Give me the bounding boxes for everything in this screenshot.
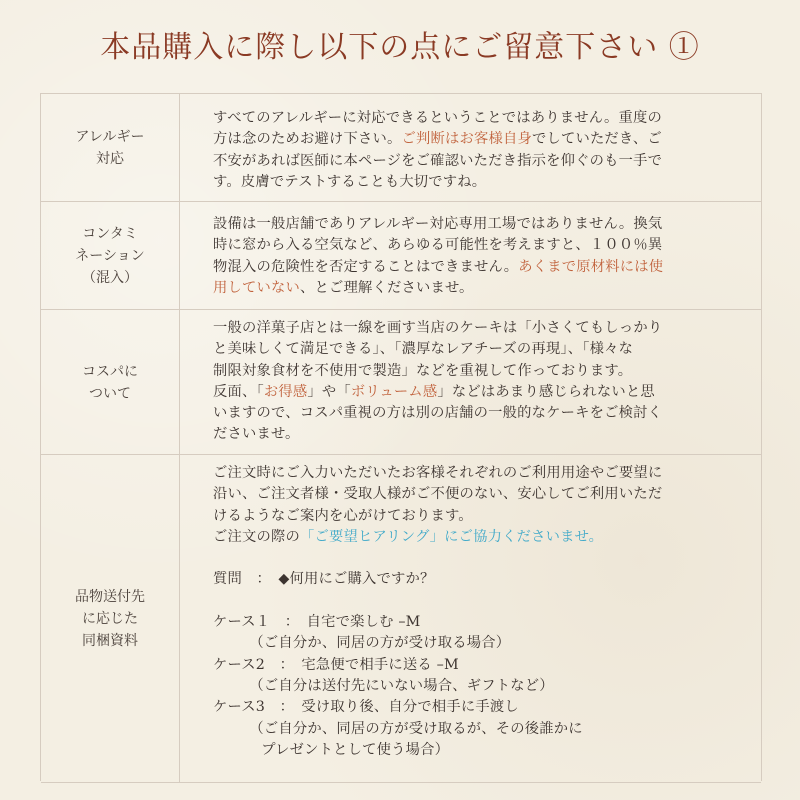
row-label-line: 同梱資料 <box>82 632 138 649</box>
text-line <box>213 506 743 527</box>
accent-text: ご判断はお客様自身 <box>401 131 532 148</box>
text-line <box>213 318 743 339</box>
text-line <box>213 108 743 129</box>
text-segment: すべてのアレルギーに対応できるということではありません。重度の <box>213 110 663 126</box>
text-line <box>213 463 743 484</box>
text-line <box>213 278 743 299</box>
text-segment: 不安があれば医師に本ページをご確認いただき指示を仰ぐのも一手で <box>213 152 663 169</box>
text-segment: （ご自分か、同居の方が受け取る場合） <box>213 635 511 652</box>
row-content <box>213 318 743 446</box>
blank-line <box>213 548 743 569</box>
notice-table <box>40 93 762 781</box>
text-segment: 質問 ： ◆何用にご購入ですか？ <box>213 571 435 588</box>
text-line <box>213 633 743 654</box>
text-line <box>213 424 743 445</box>
row-content <box>213 108 743 193</box>
row-label <box>41 455 180 782</box>
row-content <box>213 214 743 299</box>
text-line <box>213 676 743 697</box>
text-segment: （ご自分は送付先にいない場合、ギフトなど） <box>213 677 554 694</box>
text-segment: 物混入の危険性を否定することはできません。 <box>213 258 519 275</box>
table-row-contamination <box>41 201 761 310</box>
accent-text: ボリューム感 <box>350 383 438 400</box>
text-segment: 一般の洋菓子店とは一線を画す当店のケーキは「小さくてもしっかり <box>213 320 663 336</box>
text-line <box>213 655 743 676</box>
text-segment: す。皮膚でテストすることも大切ですね。 <box>213 173 487 190</box>
text-segment: 設備は一般店舗でありアレルギー対応専用工場ではありません。換気 <box>213 216 663 232</box>
text-segment: ケース2 ： 宅急便で相手に送る –M <box>213 656 459 673</box>
text-segment: ケース１ ： 自宅で楽しむ –M <box>213 614 421 631</box>
text-segment: 制限対象食材を不使用で製造」などを重視して作っております。 <box>213 362 633 379</box>
table-row-enclosed-materials <box>41 454 761 783</box>
text-segment: ご注文の際の <box>213 528 300 545</box>
row-label <box>41 202 180 310</box>
row-label-line: コンタミ <box>82 226 138 242</box>
accent-text: 用していない <box>213 279 300 296</box>
row-label-line: （混入） <box>81 270 138 286</box>
text-line <box>213 697 743 718</box>
text-line <box>213 151 743 172</box>
text-line <box>213 382 743 403</box>
accent-text: あくまで原材料には使 <box>518 258 664 275</box>
text-segment: ケース3 ： 受け取り後、自分で相手に手渡し <box>213 699 519 716</box>
text-segment: 方は念のためお避け下さい。 <box>213 131 402 148</box>
row-label <box>41 310 180 455</box>
row-label-line: ネーション <box>75 248 145 264</box>
text-segment: けるようなご案内を心がけております。 <box>213 507 473 524</box>
row-label-line: アレルギー <box>75 129 145 145</box>
text-segment: ださいませ。 <box>213 426 300 443</box>
text-line <box>213 403 743 424</box>
page-title: 本品購入に際し以下の点にご留意下さい ① <box>100 30 700 65</box>
text-line <box>213 235 743 256</box>
text-segment: 、とご理解くださいませ。 <box>299 279 474 296</box>
text-line <box>213 569 743 590</box>
text-segment: （ご自分か、同居の方が受け取るが、その後誰かに <box>213 720 583 737</box>
text-line <box>213 527 743 548</box>
row-label-line: ついて <box>89 385 131 402</box>
row-label-line: に応じた <box>82 610 138 627</box>
text-segment: いますので、コスパ重視の方は別の店舗の一般的なケーキをご検討く <box>213 405 663 422</box>
text-line <box>213 719 743 740</box>
text-segment: 沿い、ご注文者様・受取人様がご不便のない、安心してご利用いただ <box>213 486 663 503</box>
text-line <box>213 257 743 278</box>
text-segment: と美味しくて満足できる」、「濃厚なレアチーズの再現」、「様々な <box>213 341 634 358</box>
row-label-line: 対応 <box>96 151 124 167</box>
table-row-allergy <box>41 93 761 202</box>
text-segment: プレゼントとして使う場合） <box>213 741 450 758</box>
text-line <box>213 172 743 193</box>
text-line <box>213 361 743 382</box>
text-line <box>213 339 743 360</box>
text-line <box>213 129 743 150</box>
text-segment: 時に窓から入る空気など、あらゆる可能性を考えますと、１００％異 <box>213 237 663 254</box>
text-line <box>213 740 743 761</box>
table-row-cost-performance <box>41 309 761 455</box>
row-label-line: 品物送付先 <box>75 588 145 605</box>
highlight-text: 「ご要望ヒアリング」にご協力くださいませ。 <box>299 528 604 545</box>
text-line <box>213 214 743 235</box>
row-label-line: コスパに <box>82 363 138 380</box>
text-segment: 反面、「 <box>213 383 264 400</box>
row-label <box>41 94 180 202</box>
text-line <box>213 612 743 633</box>
text-segment: ご注文時にご入力いただいたお客様それぞれのご利用用途やご要望に <box>213 465 663 481</box>
text-line <box>213 484 743 505</box>
row-content <box>213 463 743 761</box>
accent-text: お得感 <box>263 383 308 400</box>
text-segment: 」や「 <box>307 383 351 400</box>
blank-line <box>213 591 743 612</box>
text-segment: でしていただき、ご <box>531 131 662 148</box>
text-segment: 」などはあまり感じられないと思 <box>437 383 655 400</box>
